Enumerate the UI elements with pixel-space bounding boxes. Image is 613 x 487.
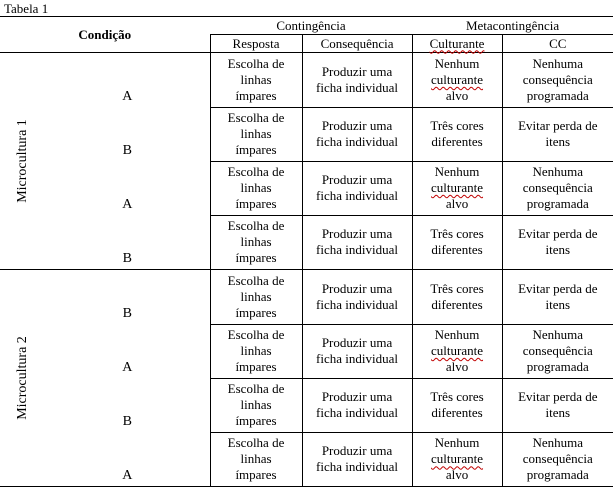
consequencia-cell	[302, 324, 412, 378]
header-condicao: Condição	[0, 17, 210, 53]
cc-line: Nenhuma	[532, 327, 584, 342]
condition-value: A	[122, 360, 133, 375]
consequencia-cell	[302, 270, 412, 325]
consequencia-line: Produzir uma	[321, 172, 393, 187]
resposta-line: linhas	[240, 234, 272, 250]
resposta-line: Escolha de	[227, 55, 285, 71]
culturante-line	[413, 343, 502, 359]
culturante-cell	[412, 432, 502, 487]
cc-line: itens	[545, 296, 571, 312]
cc-line: consequência	[522, 343, 593, 358]
resposta-cell	[210, 378, 302, 432]
culturante-line: diferentes	[431, 134, 483, 149]
cc-line: Nenhuma	[532, 164, 584, 179]
culturante-cell	[412, 215, 502, 270]
consequencia-line: ficha individual	[316, 79, 398, 95]
consequencia-line: Produzir uma	[321, 118, 393, 133]
culturante-line: alvo	[445, 359, 469, 374]
culturante-line: diferentes	[431, 242, 483, 258]
cc-cell	[502, 378, 613, 432]
table-row	[0, 324, 613, 378]
table-row	[0, 107, 613, 161]
resposta-line: linhas	[240, 126, 272, 141]
resposta-line: Escolha de	[227, 435, 285, 451]
cc-cell	[502, 432, 613, 487]
consequencia-cell	[302, 378, 412, 432]
consequencia-cell	[302, 53, 412, 108]
culturante-line: Nenhum	[434, 55, 480, 71]
consequencia-line: Produzir uma	[321, 280, 393, 296]
culturante-line: Três cores	[430, 118, 484, 133]
group-label: Microcultura 1	[14, 119, 30, 203]
condition-value: B	[122, 143, 132, 158]
condition-value: A	[122, 89, 133, 104]
culturante-line	[413, 451, 502, 467]
consequencia-cell	[302, 161, 412, 215]
cc-cell	[502, 161, 613, 215]
resposta-line: ímpares	[235, 467, 277, 483]
resposta-line: Escolha de	[227, 327, 285, 342]
resposta-line: Escolha de	[227, 164, 285, 179]
consequencia-line: ficha individual	[316, 405, 398, 420]
header-culturante: Culturante	[429, 35, 485, 51]
resposta-cell	[210, 161, 302, 215]
resposta-line: ímpares	[235, 142, 277, 157]
culturante-word: culturante	[431, 451, 484, 467]
culturante-line: Três cores	[430, 389, 484, 404]
group-label: Microcultura 2	[14, 336, 30, 420]
resposta-line: Escolha de	[227, 110, 285, 125]
table-row	[0, 161, 613, 215]
resposta-line: linhas	[240, 180, 272, 195]
consequencia-line: Produzir uma	[321, 63, 393, 79]
cc-line: Evitar perda de	[518, 226, 598, 242]
data-table	[0, 16, 613, 487]
culturante-line	[413, 180, 502, 196]
resposta-cell	[210, 270, 302, 325]
table-row	[0, 270, 613, 325]
consequencia-cell	[302, 107, 412, 161]
header-contingencia: Contingência	[210, 17, 412, 35]
resposta-line: linhas	[240, 71, 272, 87]
cc-line: consequência	[522, 451, 593, 467]
consequencia-line: Produzir uma	[321, 335, 393, 350]
header-resposta: Resposta	[210, 35, 302, 53]
consequencia-cell	[302, 215, 412, 270]
resposta-cell	[210, 324, 302, 378]
cc-line: consequência	[522, 71, 593, 87]
resposta-cell	[210, 432, 302, 487]
condition-value: B	[45, 215, 210, 270]
cc-line: Nenhuma	[532, 55, 584, 71]
culturante-line: Nenhum	[434, 327, 480, 342]
condition-value: B	[122, 306, 132, 321]
condition-value: A	[45, 432, 210, 487]
cc-line: Evitar perda de	[518, 118, 598, 133]
resposta-line: ímpares	[235, 359, 277, 374]
culturante-line: Três cores	[430, 280, 484, 296]
cc-line: consequência	[522, 180, 593, 195]
cc-line: Evitar perda de	[518, 389, 598, 404]
cc-cell	[502, 324, 613, 378]
consequencia-line: Produzir uma	[321, 389, 393, 404]
resposta-line: ímpares	[235, 304, 277, 320]
consequencia-line: ficha individual	[316, 242, 398, 258]
table-row	[0, 53, 613, 108]
table-row	[0, 432, 613, 487]
culturante-cell	[412, 107, 502, 161]
resposta-line: ímpares	[235, 87, 277, 103]
cc-cell	[502, 270, 613, 325]
resposta-line: Escolha de	[227, 218, 285, 234]
cc-cell	[502, 53, 613, 108]
consequencia-line: ficha individual	[316, 188, 398, 203]
cc-line: programada	[526, 467, 589, 483]
resposta-line: linhas	[240, 451, 272, 467]
table-row	[0, 378, 613, 432]
consequencia-line: ficha individual	[316, 134, 398, 149]
resposta-cell	[210, 215, 302, 270]
culturante-line: Três cores	[430, 226, 484, 242]
resposta-line: ímpares	[235, 413, 277, 428]
condition-value: A	[122, 197, 133, 212]
header-cc: CC	[502, 35, 613, 53]
culturante-line	[413, 72, 502, 88]
culturante-cell	[412, 270, 502, 325]
resposta-line: Escolha de	[227, 272, 285, 288]
culturante-cell	[412, 53, 502, 108]
resposta-line: linhas	[240, 288, 272, 304]
culturante-cell	[412, 161, 502, 215]
cc-line: itens	[545, 134, 571, 149]
culturante-line: Nenhum	[434, 164, 480, 179]
consequencia-line: Produzir uma	[321, 226, 393, 242]
resposta-line: ímpares	[235, 250, 277, 266]
culturante-cell	[412, 378, 502, 432]
cc-line: Nenhuma	[532, 435, 584, 451]
header-metacontingencia: Metacontingência	[412, 17, 613, 35]
header-consequencia: Consequência	[302, 35, 412, 53]
consequencia-cell	[302, 432, 412, 487]
table-row	[0, 215, 613, 270]
resposta-line: ímpares	[235, 196, 277, 211]
cc-cell	[502, 107, 613, 161]
culturante-word: culturante	[431, 71, 484, 87]
culturante-word: culturante	[431, 180, 484, 195]
cc-line: itens	[545, 405, 571, 420]
culturante-line: diferentes	[431, 405, 483, 420]
culturante-line: alvo	[445, 87, 469, 103]
resposta-line: Escolha de	[227, 381, 285, 396]
cc-line: programada	[526, 359, 589, 374]
resposta-line: linhas	[240, 397, 272, 412]
culturante-line: alvo	[445, 467, 469, 483]
condition-value: B	[122, 414, 132, 429]
culturante-word: culturante	[431, 343, 484, 358]
consequencia-line: ficha individual	[316, 459, 398, 475]
consequencia-line: ficha individual	[316, 296, 398, 312]
header-row-top	[0, 17, 613, 35]
cc-line: programada	[526, 196, 589, 211]
culturante-cell	[412, 324, 502, 378]
resposta-cell	[210, 53, 302, 108]
cc-line: programada	[526, 87, 589, 103]
resposta-cell	[210, 107, 302, 161]
consequencia-line: Produzir uma	[321, 443, 393, 459]
cc-cell	[502, 215, 613, 270]
consequencia-line: ficha individual	[316, 351, 398, 366]
table-caption: Tabela 1	[4, 1, 49, 16]
culturante-line: diferentes	[431, 296, 483, 312]
cc-line: Evitar perda de	[518, 280, 598, 296]
culturante-line: Nenhum	[434, 435, 480, 451]
resposta-line: linhas	[240, 343, 272, 358]
cc-line: itens	[545, 242, 571, 258]
culturante-line: alvo	[445, 196, 469, 211]
